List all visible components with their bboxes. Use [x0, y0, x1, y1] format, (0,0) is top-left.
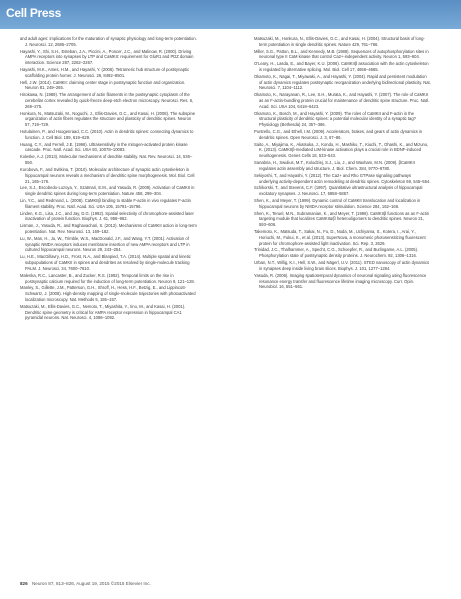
- reference-entry: Sanabria, H., Swulius, M.T., Kolodziej, S.J., Liu, J., and Waxham, M.N. (2009). βCaMKII regulates actin assembly and structure. J. Biol. Chem. 284, 9770–9780.: [254, 160, 415, 171]
- reference-entry: Lu, H.E., MacGillavry, H.D., Frost, N.A., and Blanpied, T.A. (2014). Multiple spatial and kinetic subpopulations of CaMKII in spines and dendrites as resolved by single-molecule tracking PALM. J. Neurosci. 34, 7600–7610.: [20, 254, 191, 271]
- references-left-column: [20, 36, 197, 322]
- reference-entry: Korobova, F., and Svitkina, T. (2010). Molecular architecture of synaptic actin cytoskeleton in hippocampal neurons reveals a mechanism of dendritic spine morphogenesis. Mol. Biol. Cell 21, 165–176.: [20, 167, 195, 184]
- reference-entry: Miller, S.G., Patton, B.L., and Kennedy, M.B. (1988). Sequences of autophosphorylation sites in neuronal type II CaM kinase that control Ca2+-independent activity. Neuron 1, 593–604.: [254, 48, 429, 60]
- reference-entry: Malenka, R.C., Lancaster, B., and Zucker, R.S. (1992). Temporal limits on the rise in postsynaptic calcium required for the induction of long-term potentiation. Neuron 9, 121–128.: [20, 272, 195, 284]
- reference-entry: Hotulainen, P., and Hoogenraad, C.C. (2010). Actin in dendritic spines: connecting dynamics to function. J. Cell Biol. 189, 619–629.: [20, 129, 194, 140]
- reference-entry: Koleske, A.J. (2013). Molecular mechanisms of dendrite stability. Nat. Rev. Neurosci. 14, 536–550.: [20, 154, 193, 166]
- reference-entry: Hayashi, M.K., Ames, H.M., and Hayashi, Y. (2006). Tetrameric hub structure of postsynaptic scaffolding protein homer. J. Neurosci. 26, 8492–8501.: [20, 67, 190, 78]
- page-footer: [20, 581, 440, 587]
- reference-entry: Lin, Y.C., and Redmond, L. (2008). CaMKIIβ binding to stable F-actin in vivo regulates F-actin filament stability. Proc. Natl. Acad. Sci. USA 105, 15791–15796.: [20, 198, 191, 209]
- reference-entry: Shen, K., Teruel, M.N., Subramanian, K., and Meyer, T. (1998). CaMKIIβ functions as an F-actin targeting module that localizes CaMKIIα/β heterooligomers to dendritic spines. Neuron 21, 593–606.: [254, 210, 430, 228]
- reference-entry: Honkura, N., Matsuzaki, M., Noguchi, J., Ellis-Davies, G.C., and Kasai, H. (2008). The subspine organization of actin fibers regulates the structure and plasticity of dendritic spines. Neuron 57, 719–729.: [20, 110, 196, 128]
- journal-citation: Neuron 87, 813–826, August 19, 2015 ©2015 Elsevier Inc.: [31, 581, 151, 586]
- reference-entry: Lu, W., Man, H., Ju, W., Trimble, W.S., MacDonald, J.F., and Wang, Y.T. (2001). Activation of synaptic NMDA receptors induces membrane insertion of new AMPA receptors and LTP in cultured hippocampal neurons. Neuron 29, 243–254.: [20, 235, 190, 253]
- reference-entry: Matsuzaki, M., Honkura, N., Ellis-Davies, G.C., and Kasai, H. (2004). Structural basis of long-term potentiation in single dendritic spines. Nature 429, 761–766.: [254, 36, 425, 47]
- page-number: 826: [20, 581, 28, 586]
- reference-entry: Hell, J.W. (2014). CaMKII: claiming center stage in postsynaptic function and organization. Neuron 81, 249–265.: [20, 79, 186, 91]
- journal-header-band: [0, 0, 461, 29]
- reference-entry: Yasuda, R. (2006). Imaging spatiotemporal dynamics of neuronal signaling using fluorescence resonance energy transfer and fluorescence lifetime imaging microscopy. Curr. Opin. Neurobiol. 16, 551–561.: [254, 272, 427, 290]
- reference-entry: Hirokawa, N. (1989). The arrangement of actin filaments in the postsynaptic cytoplasm of the cerebellar cortex revealed by quick-freeze deep-etch electron microscopy. Neurosci. Res. 6, 269–275.: [20, 92, 194, 109]
- reference-entry: Okamoto, K., Narayanan, R., Lee, S.H., Murata, K., and Hayashi, Y. (2007). The role of CaMKII as an F-actin-bundling protein crucial for maintenance of dendritic spine structure. Proc. Natl. Acad. Sci. USA 104, 6418–6423.: [254, 92, 430, 109]
- reference-entry: and adult ages: implications for the maturation of synaptic physiology and long-term potentiation. J. Neurosci. 12, 2685–2705.: [20, 36, 197, 47]
- reference-entry: Lisman, J., Yasuda, R., and Raghavachari, S. (2012). Mechanisms of CaMKII action in long-term potentiation. Nat. Rev. Neurosci. 13, 169–182.: [20, 223, 197, 235]
- reference-entry: Linden, K.G., Lisa, J.C., and Jay, D.G. (1992). Spatial selectivity of chromophore-assisted laser inactivation of protein function. Biophys. J. 61, 956–962.: [20, 210, 194, 222]
- reference-entry: Schikorski, T., and Stevens, C.F. (1997). Quantitative ultrastructural analysis of hippocampal excitatory synapses. J. Neurosci. 17, 5858–5867.: [254, 185, 423, 197]
- reference-entry: Manley, S., Gillette, J.M., Patterson, G.H., Shroff, H., Hess, H.F., Betzig, E., and Lippincott-Schwartz, J. (2008). High-density mapping of single-molecule trajectories with photoactivated localization microscopy. Nat. Methods 5, 155–157.: [20, 285, 196, 302]
- reference-entry: Pontrello, C.G., and Ethell, I.M. (2009). Accelerators, brakes, and gears of actin dynamics in dendritic spines. Open Neurosci. J. 3, 67–86.: [254, 129, 423, 140]
- reference-entry: Takemoto, K., Matsuda, T., Sakai, N., Fu, D., Noda, M., Uchiyama, S., Kotera, I., Arai, Y., Horiuchi, M., Fukui, K., et al. (2013). SuperNova, a monomeric photosensitizing fluorescent protein for chromophore-assisted light inactivation. Sci. Rep. 3, 2629.: [254, 229, 426, 246]
- reference-entry: Saito, A., Miyajima, K., Akatsuka, J., Kondo, H., Mashiko, T., Kiuchi, T., Ohashi, K., and Mizuno, K. (2013). CaMKIIβ-mediated LIM-kinase activation plays a crucial role in BDNF-induced neuritogenesis. Genes Cells 18, 533–543.: [254, 141, 429, 159]
- reference-entry: Huang, C.Y., and Ferrell, J.E. (1996). Ultrasensitivity in the mitogen-activated protein kinase cascade. Proc. Natl. Acad. Sci. USA 93, 10078–10083.: [20, 141, 188, 153]
- reference-entry: Matsuzaki, M., Ellis-Davies, G.C., Nemoto, T., Miyashita, Y., Iino, M., and Kasai, H. (2001). Dendritic spine geometry is critical for AMPA receptor expression in hippocampal CA1 pyramidal neurons. Nat. Neurosci. 4, 1086–1092.: [20, 303, 186, 321]
- reference-entry: Trinidad, J.C., Thalhammer, A., Specht, C.G., Schoepfer, R., and Burlingame, A.L. (2005). Phosphorylation state of postsynaptic density proteins. J. Neurochem. 92, 1306–1316.: [254, 247, 419, 259]
- reference-entry: Sekiyoshi, T., and Hayashi, Y. (2012). The Ca2+ and Rho GTPase signaling pathways underlying activity-dependent actin remodeling at dendritic spines. Cytoskeleton 69, 545–554.: [254, 172, 431, 184]
- reference-entry: Shen, K., and Meyer, T. (1999). Dynamic control of CaMKII translocation and localization in hippocampal neurons by NMDA receptor stimulation. Science 284, 162–166.: [254, 198, 421, 209]
- cell-press-logo: Cell Press: [6, 6, 62, 20]
- reference-entry: Lee, S.J., Escobedo-Lozoya, Y., Szatmari, E.M., and Yasuda, R. (2009). Activation of CaMKII in single dendritic spines during long-term potentiation. Nature 458, 299–304.: [20, 185, 195, 197]
- reference-entry: O'Leary, H., Lasda, E., and Bayer, K.U. (2006). CaMKIIβ association with the actin cytoskeleton is regulated by alternative splicing. Mol. Biol. Cell 17, 4656–4665.: [254, 61, 429, 73]
- references-right-column: [254, 36, 431, 291]
- reference-entry: Okamoto, K., Bosch, M., and Hayashi, Y. (2009). The roles of CaMKII and F-actin in the structural plasticity of dendritic spines: a potential molecular identity of a synaptic tag? Physiology (Bethesda) 24, 357–366.: [254, 110, 416, 128]
- reference-entry: Okamoto, K., Nagai, T., Miyawaki, A., and Hayashi, Y. (2004). Rapid and persistent modulation of actin dynamics regulates postsynaptic reorganization underlying bidirectional plasticity. Nat. Neurosci. 7, 1104–1112.: [254, 73, 431, 91]
- reference-entry: Hayashi, Y., Shi, S.H., Esteban, J.A., Piccini, A., Poncer, J.C., and Malinow, R. (2000). Driving AMPA receptors into synapses by LTP and CaMKII: requirement for GluR1 and PDZ domain interaction. Science 287, 2262–2267.: [20, 48, 194, 66]
- reference-entry: Urban, N.T., Willig, K.I., Hell, S.W., and Nägerl, U.V. (2011). STED nanoscopy of actin dynamics in synapses deep inside living brain slices. Biophys. J. 101, 1277–1284.: [254, 260, 430, 271]
